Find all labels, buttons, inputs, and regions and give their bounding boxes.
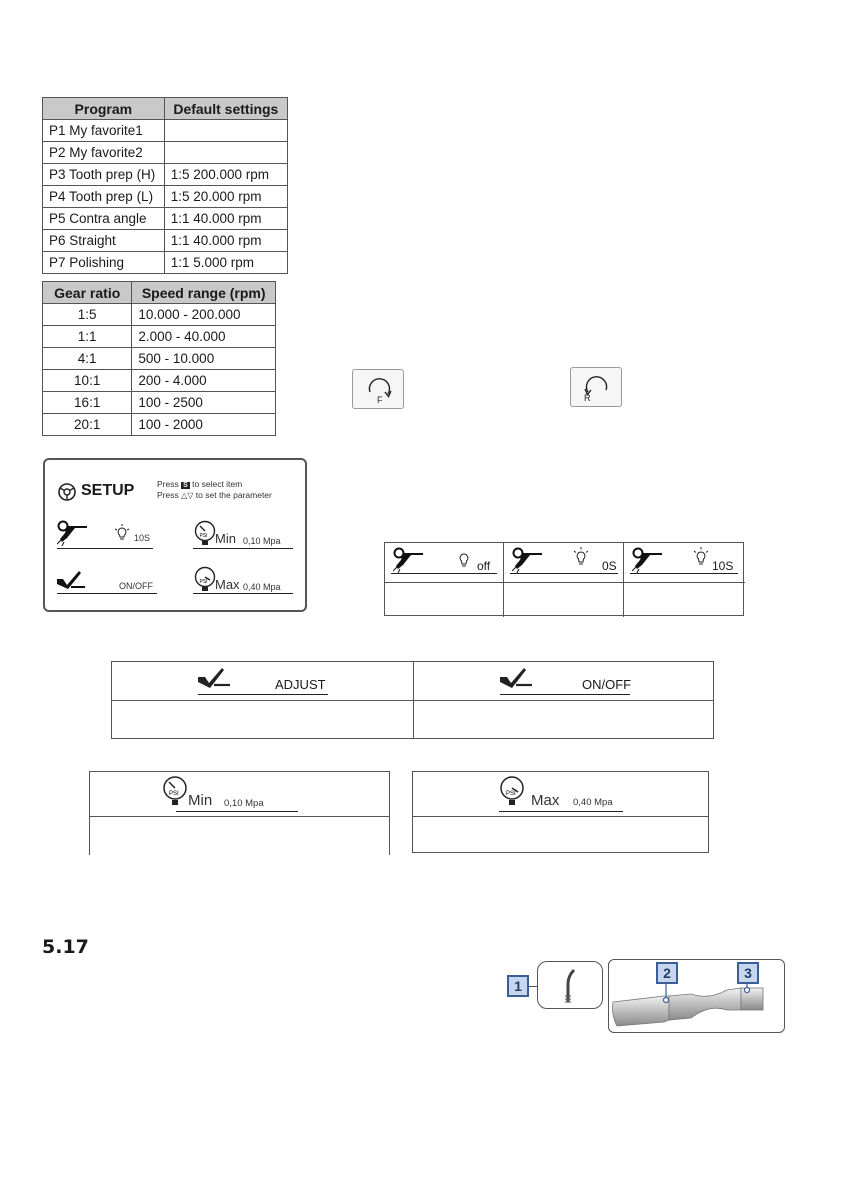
table-row: [43, 230, 288, 252]
spray-icon: [500, 668, 534, 688]
callout-badge-2: 2: [656, 962, 678, 984]
light-time-value: 10S: [134, 533, 151, 543]
setup-underline: [57, 593, 157, 594]
gear-ratio: 1:1: [43, 326, 132, 348]
handpiece-frame: [608, 959, 785, 1033]
spray-adjust-label: ADJUST: [275, 677, 326, 692]
pressure-gauge-icon: [499, 776, 525, 806]
scaler-tip-icon: [538, 962, 602, 1008]
program-name: P4 Tooth prep (L): [43, 186, 165, 208]
reverse-label: R: [584, 393, 591, 403]
min-label: Min: [215, 531, 236, 546]
table-row: [43, 252, 288, 274]
gear-ratio: 1:5: [43, 304, 132, 326]
handpiece-light-icon: [512, 547, 546, 573]
max-label: Max: [531, 792, 560, 809]
light-options-table: [384, 542, 744, 616]
spray-value: ON/OFF: [119, 581, 153, 591]
program-name: P2 My favorite2: [43, 142, 165, 164]
callout-badge-1: 1: [507, 975, 529, 997]
handpiece-light-icon: [632, 547, 666, 573]
table-row: [43, 326, 276, 348]
panel-underline: [499, 811, 623, 812]
max-pressure-value: 0,40 Mpa: [573, 797, 613, 808]
table-row: [43, 120, 288, 142]
light-option-off[interactable]: [385, 543, 504, 617]
spray-icon: [57, 571, 87, 589]
program-default: 1:1 40.000 rpm: [164, 230, 287, 252]
panel-divider: [413, 816, 708, 817]
program-header-default: Default settings: [164, 98, 287, 120]
setup-title: SETUP: [81, 482, 135, 499]
svg-text:PSI: PSI: [199, 533, 208, 539]
light-option-header: [385, 543, 503, 583]
setup-underline: [193, 548, 293, 549]
lightbulb-icon: [113, 524, 131, 542]
light-underline: [391, 573, 497, 574]
table-row: [43, 142, 288, 164]
gear-table-header: [43, 282, 276, 304]
setup-screen: [43, 458, 307, 612]
table-row: [43, 186, 288, 208]
panel-divider: [90, 816, 389, 817]
max-pressure-panel[interactable]: [412, 771, 709, 853]
spray-onoff-label: ON/OFF: [582, 677, 632, 692]
min-label: Min: [188, 792, 213, 809]
gear-header-speed: Speed range (rpm): [132, 282, 276, 304]
spray-adjust-option[interactable]: [112, 662, 414, 738]
lightbulb-on-icon: [572, 547, 590, 567]
program-name: P5 Contra angle: [43, 208, 165, 230]
pressure-gauge-icon: [162, 776, 188, 806]
table-row: [43, 414, 276, 436]
light-underline: [630, 573, 738, 574]
program-table-header: [43, 98, 288, 120]
min-pressure-value: 0,10 Mpa: [243, 536, 281, 546]
spray-settings-panel: [111, 661, 714, 739]
program-default: 1:1 5.000 rpm: [164, 252, 287, 274]
max-pressure-value: 0,40 Mpa: [243, 582, 281, 592]
callout-badge-3: 3: [737, 962, 759, 984]
light-underline: [510, 573, 618, 574]
setup-hint-select: Press S to select item: [157, 479, 243, 489]
program-header-program: Program: [43, 98, 165, 120]
program-default: [164, 142, 287, 164]
setup-underline: [193, 593, 293, 594]
forward-rotation-button[interactable]: [352, 369, 404, 409]
speed-range: 10.000 - 200.000: [132, 304, 276, 326]
handpiece-light-icon: [57, 520, 91, 546]
program-default: 1:1 40.000 rpm: [164, 208, 287, 230]
gear-ratio-table: [42, 281, 276, 436]
spray-icon: [198, 668, 232, 688]
program-name: P1 My favorite1: [43, 120, 165, 142]
pressure-gauge-icon: [193, 566, 217, 592]
program-name: P6 Straight: [43, 230, 165, 252]
setup-hint-adjust: Press △▽ to set the parameter: [157, 490, 272, 500]
max-label: Max: [215, 577, 240, 592]
light-option-header: [504, 543, 623, 583]
panel-underline: [198, 694, 328, 695]
program-name: P7 Polishing: [43, 252, 165, 274]
light-option-label: off: [477, 559, 491, 573]
rotate-reverse-icon: [571, 368, 623, 408]
spray-onoff-option[interactable]: [414, 662, 715, 738]
tip-frame: [537, 961, 603, 1009]
table-row: [43, 164, 288, 186]
panel-underline: [176, 811, 298, 812]
handpiece-light-icon: [393, 547, 427, 573]
lightbulb-icon: [455, 551, 473, 569]
table-row: [43, 208, 288, 230]
program-default: 1:5 20.000 rpm: [164, 186, 287, 208]
reverse-rotation-button[interactable]: [570, 367, 622, 407]
table-row: [43, 348, 276, 370]
speed-range: 200 - 4.000: [132, 370, 276, 392]
gear-ratio: 16:1: [43, 392, 132, 414]
setup-underline: [57, 548, 153, 549]
min-pressure-panel[interactable]: [89, 771, 390, 855]
gear-ratio: 10:1: [43, 370, 132, 392]
rotate-forward-icon: [353, 370, 405, 410]
light-option-label: 10S: [712, 559, 734, 573]
svg-text:PSI: PSI: [169, 791, 179, 797]
table-row: [43, 392, 276, 414]
light-option-header: [624, 543, 745, 583]
program-default: [164, 120, 287, 142]
speed-range: 2.000 - 40.000: [132, 326, 276, 348]
callout-line: [529, 986, 537, 987]
speed-range: 100 - 2000: [132, 414, 276, 436]
forward-label: F: [377, 395, 383, 405]
min-pressure-value: 0,10 Mpa: [224, 798, 264, 809]
light-option-label: 0S: [602, 559, 617, 573]
svg-text:PSI: PSI: [506, 791, 516, 797]
program-table: [42, 97, 288, 274]
program-name: P3 Tooth prep (H): [43, 164, 165, 186]
panel-underline: [500, 694, 630, 695]
up-down-keys-icon: △▽: [181, 491, 194, 500]
section-number: 5.17: [42, 936, 89, 958]
gear-header-ratio: Gear ratio: [43, 282, 132, 304]
gear-ratio: 20:1: [43, 414, 132, 436]
pressure-gauge-icon: [193, 520, 217, 546]
program-default: 1:5 200.000 rpm: [164, 164, 287, 186]
table-row: [43, 304, 276, 326]
light-option-0s[interactable]: [504, 543, 624, 617]
speed-range: 500 - 10.000: [132, 348, 276, 370]
svg-text:PSI: PSI: [199, 579, 208, 585]
setup-wheel-icon: [57, 482, 77, 502]
speed-range: 100 - 2500: [132, 392, 276, 414]
lightbulb-on-icon: [692, 547, 710, 567]
light-option-10s[interactable]: [624, 543, 745, 617]
s-key-icon: S: [183, 482, 188, 489]
table-row: [43, 370, 276, 392]
gear-ratio: 4:1: [43, 348, 132, 370]
